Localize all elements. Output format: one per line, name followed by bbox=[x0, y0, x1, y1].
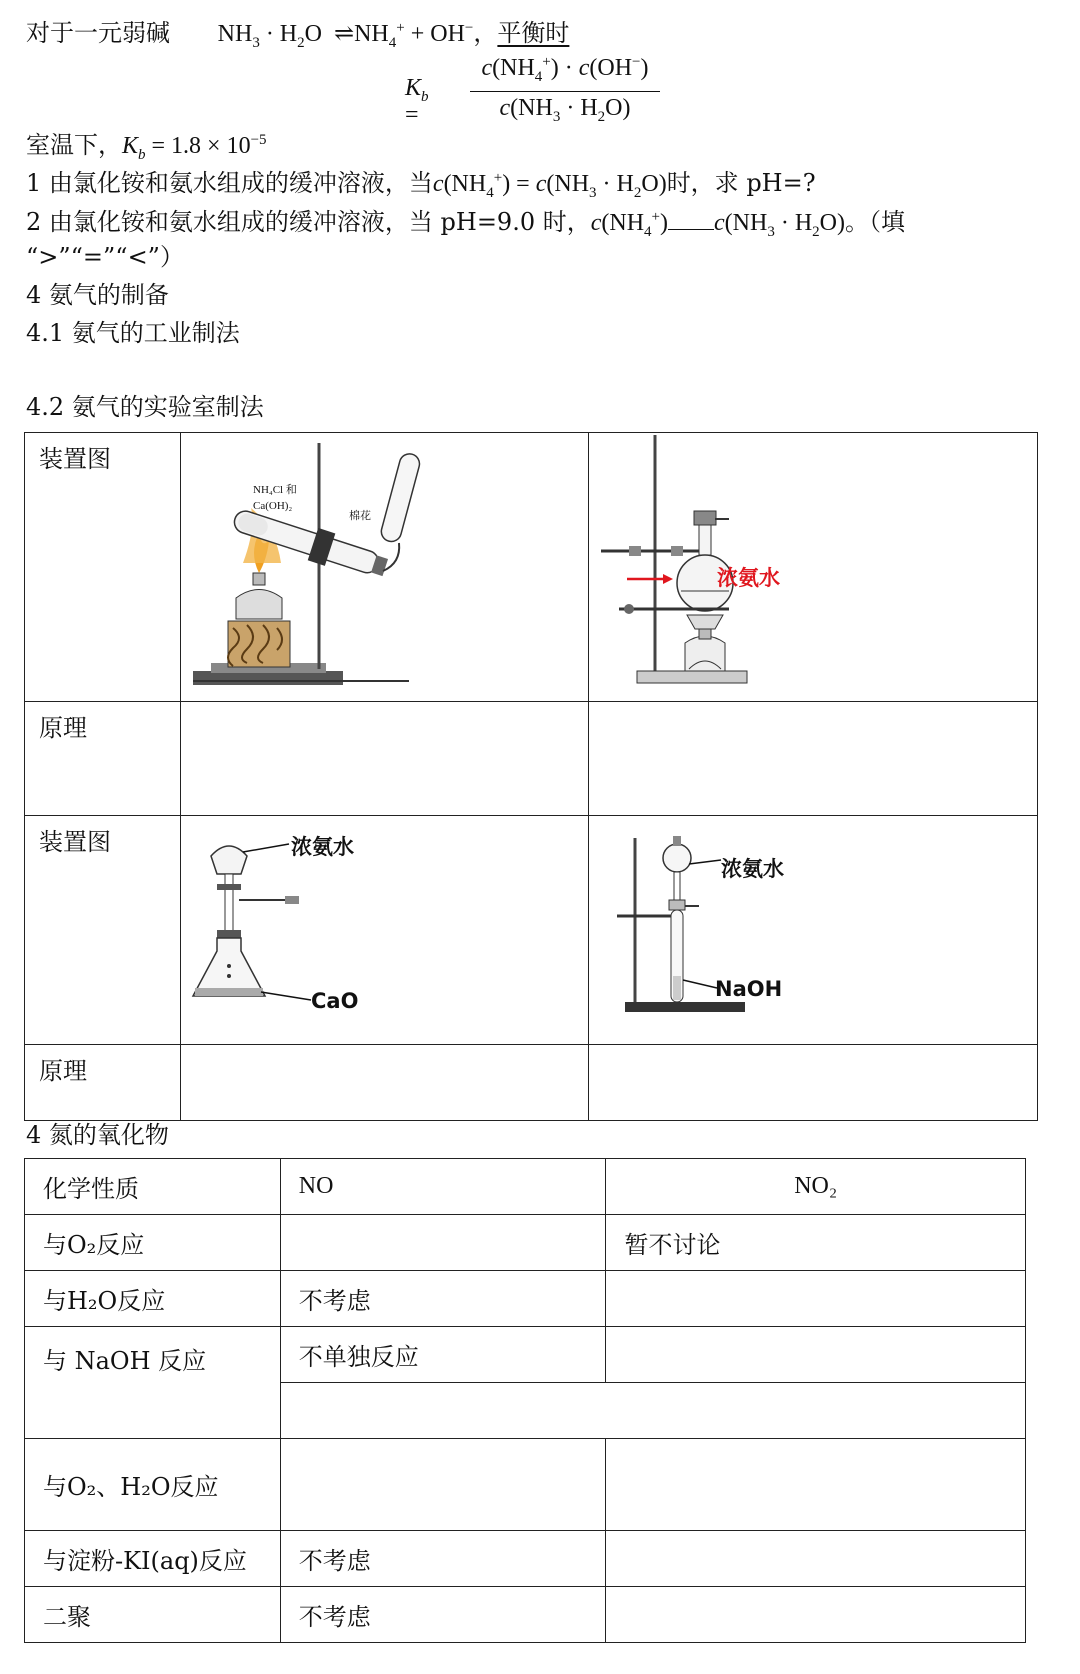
prop-starch-ki: 与淀粉-KI(aq)反应 bbox=[25, 1531, 281, 1587]
question-2-cont: “>”“=”“<”） bbox=[26, 243, 184, 271]
lab-prep-table bbox=[24, 432, 1038, 1121]
naoh-label: NaOH bbox=[715, 977, 783, 1001]
heading-4-2: 4.2 氨气的实验室制法 bbox=[26, 393, 264, 421]
no-dimerize-cell: 不考虑 bbox=[280, 1587, 606, 1643]
prop-o2-h2o: 与O₂、H₂O反应 bbox=[25, 1439, 281, 1531]
answer-blank[interactable] bbox=[668, 207, 714, 230]
conc-ammonia-label-3: 浓氨水 bbox=[721, 857, 785, 881]
header-property: 化学性质 bbox=[25, 1159, 281, 1215]
principle-cell-1[interactable] bbox=[180, 702, 588, 816]
reagent-label-1: NH₄Cl 和 bbox=[252, 484, 297, 496]
row-label-principle-1: 原理 bbox=[25, 702, 181, 816]
principle-cell-4[interactable] bbox=[589, 1045, 1038, 1121]
nitrogen-oxide-table bbox=[24, 1158, 1026, 1643]
no-o2-cell[interactable] bbox=[280, 1215, 606, 1271]
reagent-label-2: Ca(OH)₂ bbox=[252, 500, 292, 512]
no-starch-ki-cell: 不考虑 bbox=[280, 1531, 606, 1587]
header-no: NO bbox=[280, 1159, 606, 1215]
figure-flask-heating bbox=[589, 433, 1038, 702]
balance-text: 平衡时 bbox=[497, 19, 570, 47]
header-no2: NO₂ bbox=[606, 1159, 1026, 1215]
no-h2o-cell: 不考虑 bbox=[280, 1271, 606, 1327]
row-label-apparatus-2: 装置图 bbox=[25, 816, 181, 1045]
no-o2-h2o-cell[interactable] bbox=[280, 1439, 606, 1531]
ionization-equation: $NH_3 \cdot H_2O$ $\rightleftharpoons NH_4^+ + OH^-$ bbox=[217, 20, 474, 51]
solid-heating-apparatus-diagram bbox=[181, 433, 583, 695]
heading-4-1: 4.1 氨气的工业制法 bbox=[26, 319, 240, 347]
conc-ammonia-label: 浓氨水 bbox=[717, 566, 781, 590]
naoh-combined-cell[interactable] bbox=[280, 1383, 1025, 1439]
equilibrium-line: 对于一元弱碱 $NH_3 \cdot H_2O$ $\rightleftharpoons NH_4^+ + OH^-$，平衡时 bbox=[26, 19, 570, 51]
heading-4: 4 氨气的制备 bbox=[26, 281, 169, 309]
prop-h2o: 与H₂O反应 bbox=[25, 1271, 281, 1327]
naoh-apparatus-diagram bbox=[589, 816, 1031, 1038]
figure-cao-flask bbox=[180, 816, 588, 1045]
row-label-principle-2: 原理 bbox=[25, 1045, 181, 1121]
intro-lead: 对于一元弱碱 bbox=[26, 19, 170, 47]
no2-starch-ki-cell[interactable] bbox=[606, 1531, 1026, 1587]
no2-o2-cell: 暂不讨论 bbox=[606, 1215, 1026, 1271]
principle-cell-2[interactable] bbox=[589, 702, 1038, 816]
kb-value-line: 室温下，$K_b = 1.8 \times 10^{-5}$ bbox=[26, 131, 267, 163]
no-naoh-cell: 不单独反应 bbox=[280, 1327, 606, 1383]
question-2: 2 由氯化铵和氨水组成的缓冲溶液，当 pH=9.0 时，$c(NH_4^+) c(NH_3 \cdot H_2O)$。（填 bbox=[26, 208, 905, 240]
prop-o2: 与O₂反应 bbox=[25, 1215, 281, 1271]
figure-solid-heating bbox=[180, 433, 588, 702]
no2-h2o-cell[interactable] bbox=[606, 1271, 1026, 1327]
no2-dimerize-cell[interactable] bbox=[606, 1587, 1026, 1643]
cao-apparatus-diagram bbox=[181, 816, 583, 1038]
heading-nitrogen-oxides: 4 氮的氧化物 bbox=[26, 1121, 169, 1149]
conc-ammonia-label-2: 浓氨水 bbox=[290, 835, 354, 859]
cao-label: CaO bbox=[310, 989, 359, 1013]
prop-dimerize: 二聚 bbox=[25, 1587, 281, 1643]
flask-heating-apparatus-diagram bbox=[589, 433, 1031, 695]
figure-naoh-tube bbox=[589, 816, 1038, 1045]
no2-naoh-cell[interactable] bbox=[606, 1327, 1026, 1383]
principle-cell-3[interactable] bbox=[180, 1045, 588, 1121]
question-1: 1 由氯化铵和氨水组成的缓冲溶液，当$c(NH_4^+) = c(NH_3 \cdot H_2O)$时，求 pH=? bbox=[26, 169, 816, 201]
no2-o2-h2o-cell[interactable] bbox=[606, 1439, 1026, 1531]
cotton-label: 棉花 bbox=[348, 510, 371, 522]
prop-naoh: 与 NaOH 反应 bbox=[25, 1327, 281, 1439]
row-label-apparatus-1: 装置图 bbox=[25, 433, 181, 702]
